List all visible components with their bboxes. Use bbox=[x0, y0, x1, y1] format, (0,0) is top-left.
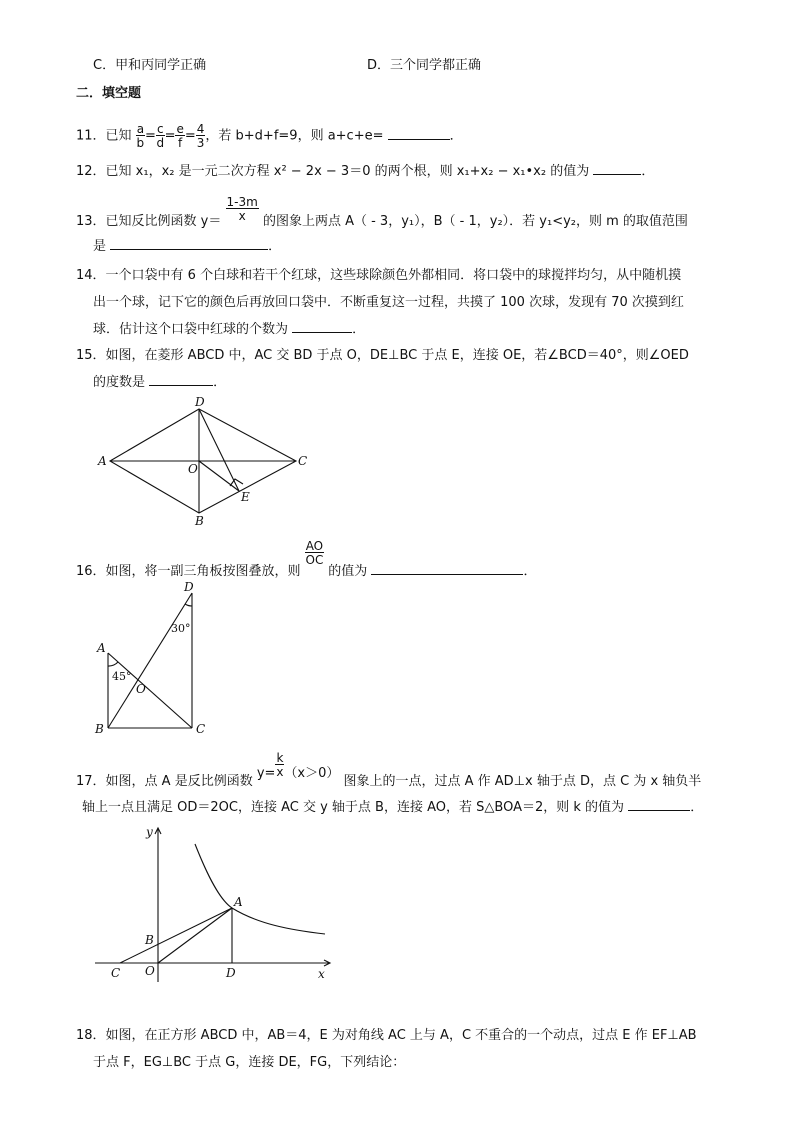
option-d: D．三个同学都正确 bbox=[367, 58, 482, 73]
q11-frac-3: $\frac{e}{f}$ bbox=[176, 122, 184, 150]
label-a: A bbox=[234, 895, 243, 909]
q17-lead: 17．如图，点 A 是反比例函数 bbox=[76, 773, 253, 789]
label-a: A bbox=[97, 641, 106, 655]
label-o: O bbox=[188, 462, 198, 476]
q13-line-2: 是 ． bbox=[93, 239, 282, 254]
q11-frac-1: $\frac{a}{b}$ bbox=[136, 122, 145, 150]
section-title: 二．填空题 bbox=[76, 86, 142, 101]
angle-30-label: 30° bbox=[171, 622, 191, 635]
q15-line-2: 的度数是 ． bbox=[93, 375, 227, 390]
label-b: B bbox=[145, 933, 154, 947]
q11-condition: ，若 b+d+f=9，则 a+c+e= bbox=[205, 128, 384, 144]
answer-blank-13[interactable] bbox=[110, 237, 268, 250]
q16-lead: 16．如图，将一副三角板按图叠放，则 bbox=[76, 563, 301, 579]
label-x: x bbox=[318, 967, 325, 981]
angle-45-label: 45° bbox=[112, 670, 132, 683]
label-d: D bbox=[226, 966, 236, 980]
answer-blank-11[interactable] bbox=[388, 127, 450, 140]
label-c: C bbox=[298, 454, 308, 468]
rhombus-figure bbox=[90, 393, 320, 533]
q17-rest: 图象上的一点，过点 A 作 AD⊥x 轴于点 D，点 C 为 x 轴负半 bbox=[343, 773, 702, 789]
answer-blank-15[interactable] bbox=[149, 373, 213, 386]
q18-line-2: 于点 F，EG⊥BC 于点 G，连接 DE，FG，下列结论： bbox=[93, 1055, 406, 1070]
question-17: 17．如图，点 A 是反比例函数 y= $\frac{k}{x}$ （x＞0） 图象上的一点，过点 A 作 AD⊥x 轴于点 D，点 C 为 x 轴负半 bbox=[76, 751, 702, 789]
q18-line-1: 18．如图，在正方形 ABCD 中，AB＝4，E 为对角线 AC 上与 A，C 不重合的一个动点，过点 E 作 EF⊥AB bbox=[76, 1028, 697, 1043]
q13-frac: $\frac{1-3m}{x}$ bbox=[226, 195, 258, 223]
label-c: C bbox=[196, 722, 206, 736]
label-y: y bbox=[146, 825, 153, 839]
label-o: O bbox=[136, 682, 146, 696]
answer-blank-14[interactable] bbox=[292, 320, 352, 333]
label-o: O bbox=[145, 964, 155, 978]
q12-text: 12．已知 x₁，x₂ 是一元二次方程 x² − 2x − 3＝0 的两个根，则 x₁+x₂ − x₁•x₂ 的值为 bbox=[76, 164, 590, 179]
q16-frac: $\frac{AO}{OC}$ bbox=[305, 539, 324, 567]
q11-frac-4: $\frac{4}{3}$ bbox=[196, 122, 205, 150]
q13-lead: 13．已知反比例函数 y＝ bbox=[76, 213, 222, 229]
answer-blank-16[interactable] bbox=[371, 562, 523, 575]
q16-rest: 的值为 bbox=[328, 563, 368, 579]
q13-rest: 的图象上两点 A（ - 3，y₁），B（ - 1，y₂）．若 y₁<y₂，则 m 的取值范围 bbox=[262, 213, 688, 229]
q15-line-1: 15．如图，在菱形 ABCD 中，AC 交 BD 于点 O，DE⊥BC 于点 E，连接 OE，若∠BCD＝40°，则∠OED bbox=[76, 348, 689, 363]
question-11: 11．已知 $\frac{a}{b}$ = $\frac{c}{d}$ = $\frac{e}{f}$ = $\frac{4}{3}$ ，若 b+d+f=9，则 a+c+e= ． bbox=[76, 122, 463, 150]
answer-blank-17[interactable] bbox=[628, 798, 690, 811]
q17-frac: $\frac{k}{x}$ bbox=[276, 751, 284, 779]
question-12: 12．已知 x₁，x₂ 是一元二次方程 x² − 2x − 3＝0 的两个根，则 x₁+x₂ − x₁•x₂ 的值为 ． bbox=[76, 164, 655, 179]
q14-line-1: 14．一个口袋中有 6 个白球和若干个红球，这些球除颜色外都相同．将口袋中的球搅拌均匀，从中随机摸 bbox=[76, 268, 682, 283]
coordinate-figure bbox=[90, 822, 340, 982]
label-d: D bbox=[184, 580, 194, 594]
triangles-figure bbox=[90, 580, 220, 740]
q11-frac-2: $\frac{c}{d}$ bbox=[156, 122, 165, 150]
label-d: D bbox=[195, 395, 205, 409]
option-c: C．甲和丙同学正确 bbox=[93, 58, 207, 73]
label-b: B bbox=[195, 514, 204, 528]
answer-blank-12[interactable] bbox=[593, 162, 641, 175]
q11-lead: 11．已知 bbox=[76, 128, 132, 144]
question-16: 16．如图，将一副三角板按图叠放，则 $\frac{AO}{OC}$ 的值为 ． bbox=[76, 539, 537, 579]
question-13 bbox=[76, 186, 688, 229]
q14-line-2: 出一个球，记下它的颜色后再放回口袋中．不断重复这一过程，共摸了 100 次球，发现有 70 次摸到红 bbox=[93, 295, 684, 310]
label-e: E bbox=[241, 490, 250, 504]
q14-line-3: 球．估计这个口袋中红球的个数为 ． bbox=[93, 322, 366, 337]
label-b: B bbox=[95, 722, 104, 736]
q17-line-2: 轴上一点且满足 OD＝2OC，连接 AC 交 y 轴于点 B，连接 AO，若 S△BOA＝2，则 k 的值为 ． bbox=[82, 800, 704, 815]
label-a: A bbox=[98, 454, 107, 468]
label-c: C bbox=[111, 966, 121, 980]
